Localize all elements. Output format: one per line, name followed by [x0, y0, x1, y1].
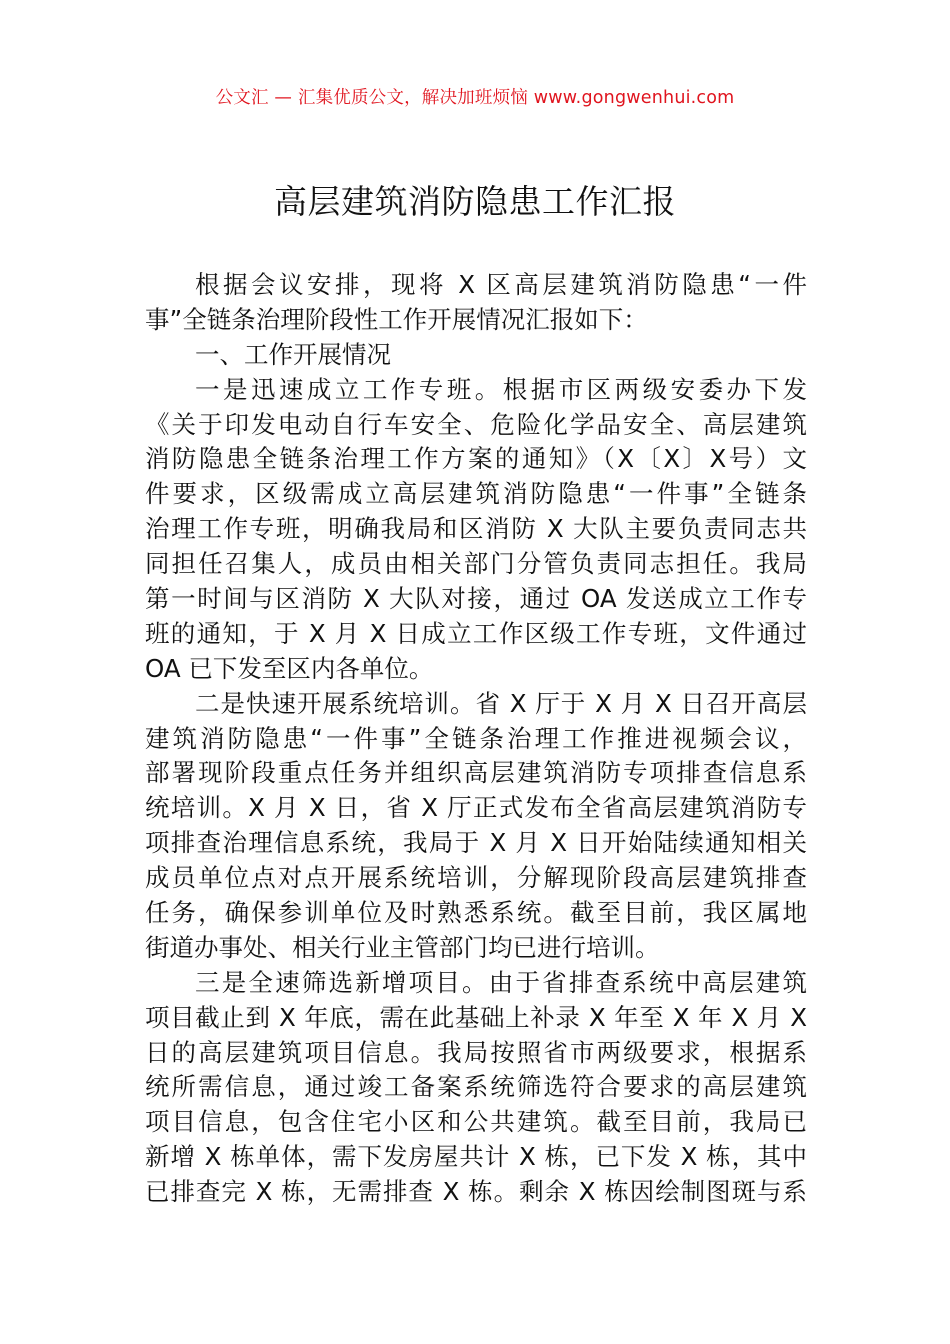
paragraph-point-3-line: 项目信息，包含住宅小区和公共建筑。截至目前，我局已: [145, 1107, 807, 1137]
paragraph-point-1-line: 一是迅速成立工作专班。根据市区两级安委办下发: [195, 374, 807, 404]
paragraph-point-3-line: 新增 X 栋单体，需下发房屋共计 X 栋，已下发 X 栋，其中: [145, 1142, 807, 1172]
paragraph-point-2-line: 成员单位点对点开展系统培训，分解现阶段高层建筑排查: [145, 863, 807, 893]
paragraph-point-1-line: 班的通知，于 X 月 X 日成立工作区级工作专班，文件通过: [145, 618, 807, 648]
paragraph-point-3-line: 日的高层建筑项目信息。我局按照省市两级要求，根据系: [145, 1037, 807, 1067]
paragraph-point-2-line: 二是快速开展系统培训。省 X 厅于 X 月 X 日召开高层: [195, 688, 807, 718]
paragraph-point-3-line: 项目截止到 X 年底，需在此基础上补录 X 年至 X 年 X 月 X: [145, 1002, 807, 1032]
paragraph-point-2-line: 街道办事处、相关行业主管部门均已进行培训。: [145, 932, 660, 962]
paragraph-point-3-line: 三是全速筛选新增项目。由于省排查系统中高层建筑: [195, 967, 807, 997]
paragraph-point-1-line: 同担任召集人，成员由相关部门分管负责同志担任。我局: [145, 549, 807, 579]
document-title: 高层建筑消防隐患工作汇报: [274, 182, 676, 221]
paragraph-point-1-line: 件要求，区级需成立高层建筑消防隐患“一件事”全链条: [145, 479, 807, 509]
paragraph-point-1-line: 治理工作专班，明确我局和区消防 X 大队主要负责同志共: [145, 514, 807, 544]
paragraph-point-2-line: 部署现阶段重点任务并组织高层建筑消防专项排查信息系: [145, 758, 807, 788]
paragraph-point-1-line: 消防隐患全链条治理工作方案的通知》（X〔X〕X号）文: [145, 444, 807, 474]
paragraph-point-2-line: 建筑消防隐患“一件事”全链条治理工作推进视频会议，: [145, 723, 807, 753]
document-body: [145, 268, 807, 1210]
paragraph-point-2-line: 项排查治理信息系统，我局于 X 月 X 日开始陆续通知相关: [145, 828, 807, 858]
paragraph-intro-line: 根据会议安排，现将 X 区高层建筑消防隐患“一件: [195, 270, 807, 299]
site-banner: 公文汇 — 汇集优质公文，解决加班烦恼 www.gongwenhui.com: [215, 88, 735, 108]
paragraph-point-1-line: 《关于印发电动自行车安全、危险化学品安全、高层建筑: [145, 409, 807, 439]
paragraph-point-3-line: 已排查完 X 栋，无需排查 X 栋。剩余 X 栋因绘制图斑与系: [145, 1177, 807, 1207]
paragraph-point-3-line: 统所需信息，通过竣工备案系统筛选符合要求的高层建筑: [145, 1072, 807, 1102]
paragraph-point-1-line: OA 已下发至区内各单位。: [145, 653, 434, 683]
paragraph-point-2-line: 任务，确保参训单位及时熟悉系统。截至目前，我区属地: [145, 898, 807, 928]
paragraph-intro-line: 事”全链条治理阶段性工作开展情况汇报如下：: [145, 304, 648, 334]
paragraph-point-2-line: 统培训。X 月 X 日，省 X 厅正式发布全省高层建筑消防专: [145, 793, 807, 823]
paragraph-point-1-line: 第一时间与区消防 X 大队对接，通过 OA 发送成立工作专: [145, 584, 807, 614]
section-heading: 一、工作开展情况: [195, 339, 391, 369]
